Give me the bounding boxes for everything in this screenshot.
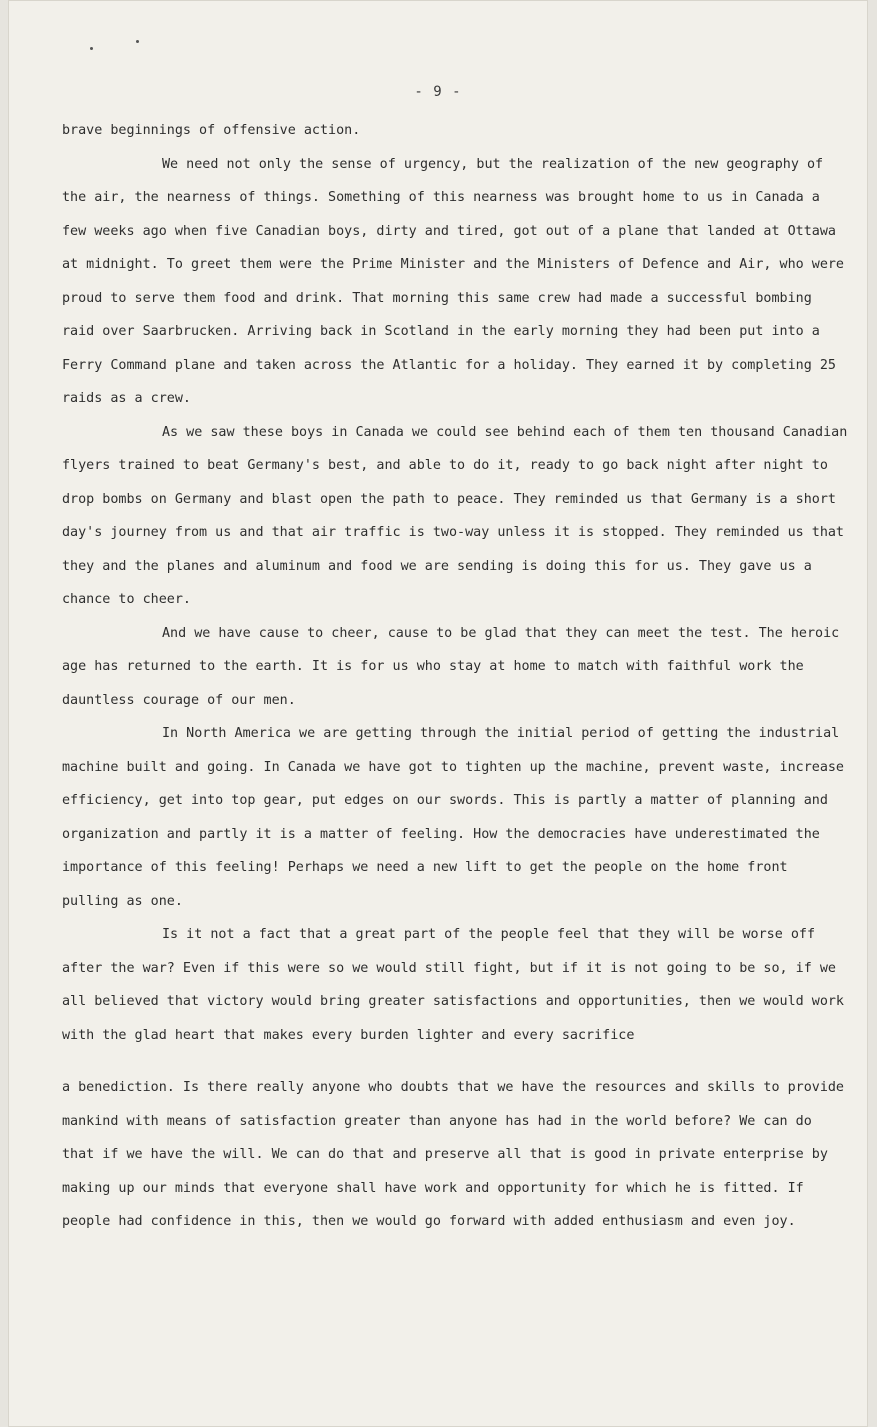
ink-speck [136, 40, 139, 43]
document-page [8, 0, 868, 1427]
paragraph: In North America we are getting through the initial period of getting the industrial machine built and going. In Canada we have got to tighten up the machine, prevent waste, increase efficiency, get into top gear, put edges on our swords. This is partly a matter of planning and organization and partly it is a matter of feeling. How the democracies have underestimated the importance of this feeling! Perhaps we need a new lift to get the people on the home front pulling as one. [62, 726, 844, 909]
paragraph: We need not only the sense of urgency, but the realization of the new geography of the air, the nearness of things. Something of this nearness was brought home to us in Canada a few weeks ago when five Canadian boys, dirty and tired, got out of a plane that landed at Ottawa at midnight. To greet them were the Prime Minister and the Ministers of Defence and Air, who were proud to serve them food and drink. That morning this same crew had made a successful bombing raid over Saarbrucken. Arriving back in Scotland in the early morning they had been put into a Ferry Command plane and taken across the Atlantic for a holiday. They earned it by completing 25 raids as a crew. [62, 156, 844, 406]
ink-speck [90, 47, 93, 50]
paragraph: And we have cause to cheer, cause to be glad that they can meet the test. The heroic age has returned to the earth. It is for us who stay at home to match with faithful work the dauntless courage of our men. [62, 625, 840, 708]
body-text-upper [62, 114, 852, 1052]
paragraph: As we saw these boys in Canada we could see behind each of them ten thousand Canadian flyers trained to beat Germany's best, and able to do it, ready to go back night after night to drop bombs on Germany and blast open the path to peace. They reminded us that Germany is a short day's journey from us and that air traffic is two-way unless it is stopped. They reminded us that they and the planes and aluminum and food we are sending is doing this for us. They gave us a chance to cheer. [62, 424, 848, 607]
paragraph-continuation: brave beginnings of offensive action. [62, 123, 361, 138]
paragraph: Is it not a fact that a great part of the people feel that they will be worse off after the war? Even if this were so we would still fight, but if it is not going to be so, if we all believed that victory would bring greater satisfactions and opportunities, then we would work with the glad heart that makes every burden lighter and every sacrifice [62, 927, 844, 1043]
body-text-lower [62, 1071, 852, 1239]
page-number: - 9 - [414, 84, 462, 100]
paragraph-continuation: a benediction. Is there really anyone who doubts that we have the resources and skills to provide mankind with means of satisfaction greater than anyone has had in the world before? We can do that if we have the will. We can do that and preserve all that is good in private enterprise by making up our minds that everyone shall have work and opportunity for which he is fitted. If people had confidence in this, then we would go forward with added enthusiasm and even joy. [62, 1080, 844, 1229]
